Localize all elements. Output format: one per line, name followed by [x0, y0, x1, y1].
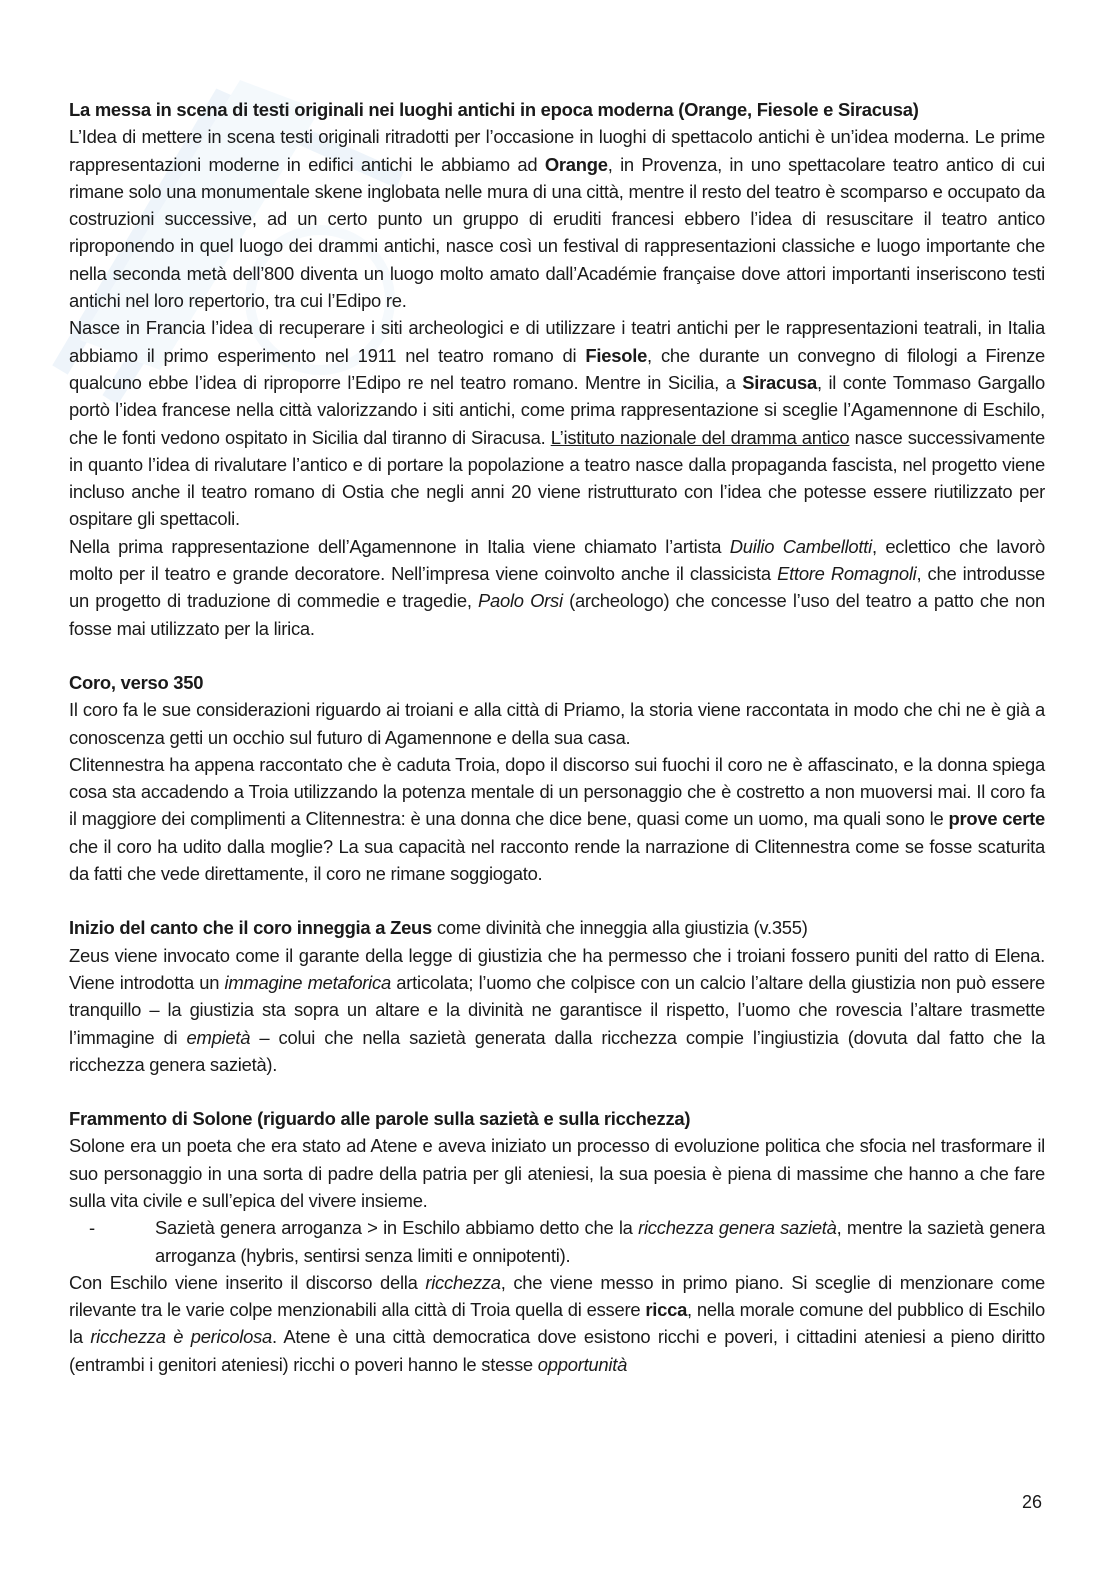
paragraph: Il coro fa le sue considerazioni riguardo ai troiani e alla città di Priamo, la storia viene raccontata in modo che chi ne è già a conoscenza getti un occhio sul futuro di Agamennone e della sua casa.: [69, 699, 1045, 748]
underlined-term: L’istituto nazionale del dramma antico: [550, 426, 850, 448]
paragraph: Con Eschilo viene inserito il discorso della ricchezza, che viene messo in primo piano. Si sceglie di menzionare come rilevante tra le varie colpe menzionabili alla città di Troia quella di essere ricca, nella morale comune del pubblico di Eschilo la ricchezza è pericolosa. Atene è una città democratica dove esistono ricchi e poveri, i cittadini ateniesi a pieno diritto (entrambi i genitori ateniesi) ricchi o poveri hanno le stesse opportunità: [69, 1271, 1046, 1375]
page-number: 26: [1021, 1492, 1042, 1512]
bullet-dash: -: [89, 1217, 95, 1239]
section-title-solone: Frammento di Solone (riguardo alle parole sulla sazietà e sulla ricchezza): [69, 1108, 691, 1130]
paragraph: L’Idea di mettere in scena testi originali ritradotti per l’occasione in luoghi di spettacolo antichi è un’idea moderna. Le prime rappresentazioni moderne in edifici antichi le abbiamo ad Orange, in Provenza, in uno spettacolare teatro antico di cui rimane solo una monumentale skene inglobata nelle mura di una città, mentre il resto del teatro è scomparso e occupato da costruzioni successive, ad un certo punto un gruppo di eruditi francesi ebbero l’idea di resuscitare il teatro antico riproponendo in quel luogo dei drammi antichi, nasce così un festival di rappresentazioni classiche e luogo importante che nella seconda metà dell’800 diventa un luogo molto amato dall’Académie française dove attori importanti inseriscono testi antichi nel loro repertorio, tra cui l’Edipo re.: [69, 126, 1045, 312]
paragraph: Zeus viene invocato come il garante della legge di giustizia che ha permesso che i troiani fossero puniti del ratto di Elena. Viene introdotta un immagine metaforica articolata; l’uomo che colpisce con un calcio l’altare della giustizia non può essere tranquillo – la giustizia sta sopra un altare e la divinità ne garantisce il rispetto, l’uomo che rovescia l’altare trasmette l’immagine di empietà – colui che nella sazietà generata dalla ricchezza compie l’ingiustizia (dovuta dal fatto che la ricchezza genera sazietà).: [69, 944, 1045, 1075]
paragraph: Solone era un poeta che era stato ad Atene e aveva iniziato un processo di evoluzione politica che sfocia nel trasformare il suo personaggio in una sorta di padre della patria per gli ateniesi, la sua poesia è piena di massime che hanno a che fare sulla vita civile e sull’epica del vivere insieme.: [69, 1135, 1045, 1211]
paragraph: Nella prima rappresentazione dell’Agamennone in Italia viene chiamato l’artista Duilio Cambellotti, eclettico che lavorò molto per il teatro e grande decoratore. Nell’impresa viene coinvolto anche il classicista Ettore Romagnoli, che introdusse un progetto di traduzione di commedie e tragedie, Paolo Orsi (archeologo) che concesse l’uso del teatro a patto che non fosse mai utilizzato per la lirica.: [69, 535, 1045, 639]
list-item: - Sazietà genera arroganza > in Eschilo abbiamo detto che la ricchezza genera sazietà, mentre la sazietà genera arroganza (hybris, sentirsi senza limiti e onnipotenti).: [69, 1214, 1045, 1269]
section-title-coro: Coro, verso 350: [69, 671, 204, 693]
paragraph: Nasce in Francia l’idea di recuperare i siti archeologici e di utilizzare i teatri antichi per le rappresentazioni teatrali, in Italia abbiamo il primo esperimento nel 1911 nel teatro romano di Fiesole, che durante un convegno di filologi a Firenze qualcuno ebbe l’idea di riproporre l’Edipo re nel teatro romano. Mentre in Sicilia, a Siracusa, il conte Tommaso Gargallo portò l’idea francese nella città valorizzando i siti antichi, come prima rappresentazione si sceglie l’Agamennone di Eschilo, che le fonti vedono ospitato in Sicilia dal tiranno di Siracusa. L’istituto nazionale del dramma antico nasce successivamente in quanto l’idea di rivalutare l’antico e di portare la popolazione a teatro nasce dalla propaganda fascista, nel progetto viene incluso anche il teatro romano di Ostia che negli anni 20 viene ristrutturato con l’idea che potesse essere riutilizzato per ospitare gli spettacoli.: [69, 317, 1045, 530]
paragraph: Clitennestra ha appena raccontato che è caduta Troia, dopo il discorso sui fuochi il coro ne è affascinato, e la donna spiega cosa sta accadendo a Troia utilizzando la potenza mentale di un personaggio che è costretto a non muoversi mai. Il coro fa il maggiore dei complimenti a Clitennestra: è una donna che dice bene, quasi come un uomo, ma quali sono le prove certe che il coro ha udito dalla moglie? La sua capacità nel racconto rende la narrazione di Clitennestra come se fosse scaturita da fatti che vede direttamente, il coro ne rimane soggiogato.: [69, 753, 1046, 885]
document-body: [69, 96, 1045, 1378]
section-title-zeus: Inizio del canto che il coro inneggia a Zeus come divinità che inneggia alla giustizia (v.355): [69, 917, 808, 939]
section-title-orange: La messa in scena di testi originali nei luoghi antichi in epoca moderna (Orange, Fiesole e Siracusa): [69, 99, 919, 120]
